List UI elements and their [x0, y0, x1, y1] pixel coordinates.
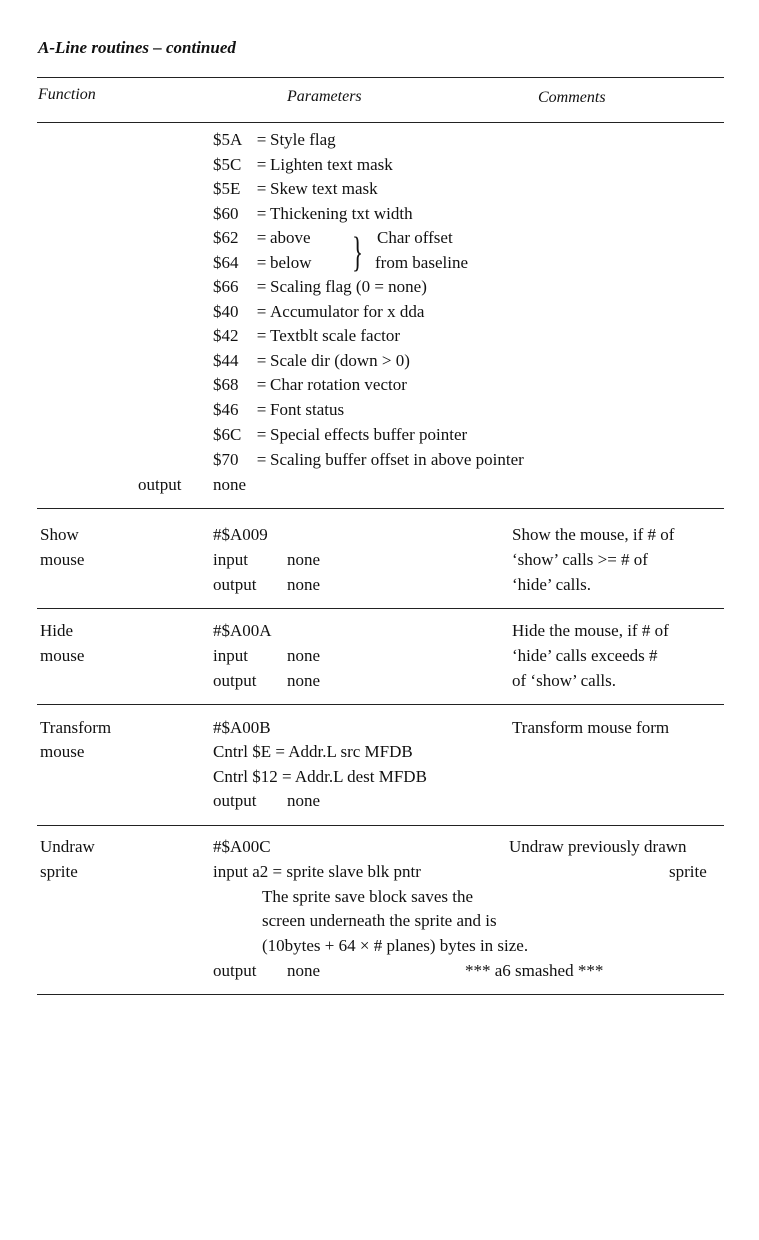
param-row: $5C = Lighten text mask	[213, 155, 393, 174]
table-bottom-rule	[37, 994, 724, 995]
param-row: $40 = Accumulator for x dda	[213, 302, 425, 321]
column-header-comments: Comments	[538, 89, 606, 106]
row-divider	[37, 704, 724, 705]
param-row: input none	[213, 646, 321, 665]
function-name: Undraw	[40, 837, 95, 856]
page-heading: A-Line routines – continued	[38, 38, 236, 57]
comment-line: ‘hide’ calls.	[512, 575, 591, 594]
param-row: $46 = Font status	[213, 400, 345, 419]
comment-line: ‘hide’ calls exceeds #	[512, 646, 658, 665]
opcode: #$A009	[213, 525, 268, 544]
output-label: output	[138, 475, 182, 494]
opcode: #$A00C	[213, 837, 271, 856]
comment-line: of ‘show’ calls.	[512, 671, 617, 690]
comment-line: Show the mouse, if # of	[512, 525, 675, 544]
row-divider	[37, 508, 724, 509]
comment-line: sprite	[669, 862, 707, 881]
param-row: $66 = Scaling flag (0 = none)	[213, 277, 427, 296]
comment-line: Transform mouse form	[512, 718, 670, 737]
brace-glyph: }	[352, 230, 364, 276]
function-name: sprite	[40, 862, 78, 881]
row-divider	[37, 608, 724, 609]
function-name: Hide	[40, 621, 74, 640]
param-line: Cntrl $E = Addr.L src MFDB	[213, 742, 413, 761]
char-offset-note: Char offset	[377, 228, 453, 247]
function-name: Transform	[40, 718, 112, 737]
param-row: input none	[213, 550, 321, 569]
param-row: $42 = Textblt scale factor	[213, 326, 401, 345]
note-line: The sprite save block saves the	[262, 887, 474, 906]
char-offset-note: from baseline	[375, 253, 468, 272]
header-top-rule	[37, 77, 724, 78]
param-row: output none	[213, 575, 321, 594]
param-row: $62 = above	[213, 228, 311, 247]
param-line: Cntrl $12 = Addr.L dest MFDB	[213, 767, 427, 786]
opcode: #$A00B	[213, 718, 271, 737]
param-row: $5A = Style flag	[213, 130, 336, 149]
column-header-function: Function	[38, 86, 96, 103]
output-value: none	[213, 475, 247, 494]
param-row: output none	[213, 791, 321, 810]
header-bottom-rule	[37, 122, 724, 123]
param-row: $64 = below	[213, 253, 312, 272]
comment-line: ‘show’ calls >= # of	[512, 550, 648, 569]
note-line: screen underneath the sprite and is	[262, 911, 497, 930]
warning-note: *** a6 smashed ***	[465, 961, 604, 980]
comment-line: Undraw previously drawn	[509, 837, 687, 856]
comment-line: Hide the mouse, if # of	[512, 621, 669, 640]
param-row: $44 = Scale dir (down > 0)	[213, 351, 410, 370]
param-row: $68 = Char rotation vector	[213, 375, 407, 394]
param-row: $6C = Special effects buffer pointer	[213, 425, 468, 444]
param-row: $5E = Skew text mask	[213, 179, 378, 198]
param-row: output none	[213, 961, 321, 980]
function-name: Show	[40, 525, 79, 544]
param-row: output none	[213, 671, 321, 690]
param-row: $60 = Thickening txt width	[213, 204, 413, 223]
param-row: $70 = Scaling buffer offset in above pointer	[213, 450, 524, 469]
column-header-parameters: Parameters	[287, 88, 362, 105]
row-divider	[37, 825, 724, 826]
opcode: #$A00A	[213, 621, 272, 640]
function-name: mouse	[40, 646, 85, 665]
note-line: (10bytes + 64 × # planes) bytes in size.	[262, 936, 529, 955]
function-name: mouse	[40, 550, 85, 569]
function-name: mouse	[40, 742, 85, 761]
param-line: input a2 = sprite slave blk pntr	[213, 862, 421, 881]
